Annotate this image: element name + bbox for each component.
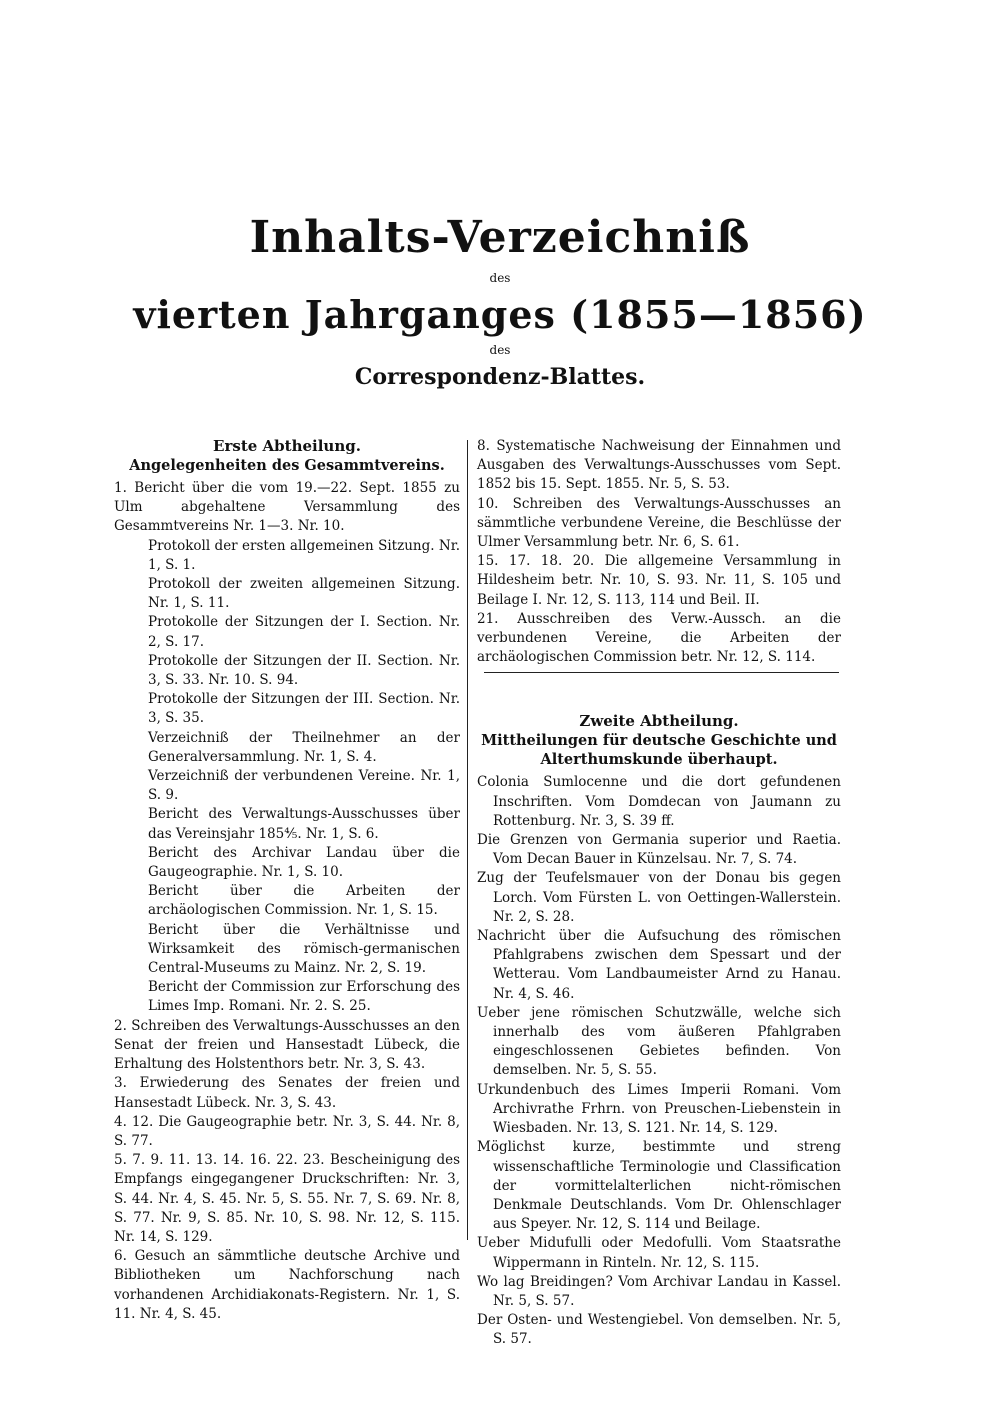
list-item: Die Grenzen von Germania superior und Raetia. Vom Decan Bauer in Künzelsau. Nr. 7, S. 74.: [477, 832, 841, 868]
left-column: [114, 436, 460, 1324]
list-item: Der Osten- und Westengiebel. Von demselben. Nr. 5, S. 57.: [477, 1312, 841, 1348]
list-item: 10. Schreiben des Verwaltungs-Ausschusses an sämmtliche verbundene Vereine, die Beschlüsse der Ulmer Versammlung betr. Nr. 6, S. 61.: [477, 495, 841, 551]
list-item: 21. Ausschreiben des Verw.-Aussch. an die verbundenen Vereine, die Arbeiten der archäologischen Commission betr. Nr. 12, S. 114.: [477, 610, 841, 666]
list-subitem: Bericht über die Arbeiten der archäologischen Commission. Nr. 1, S. 15.: [148, 883, 460, 919]
column-divider: [467, 440, 468, 1240]
list-subitem: Protokoll der zweiten allgemeinen Sitzung. Nr. 1, S. 11.: [148, 576, 460, 612]
section-subheading-2: Mittheilungen für deutsche Geschichte und Alterthumskunde überhaupt.: [481, 732, 837, 769]
section-heading-2: Zweite Abtheilung.: [579, 712, 739, 731]
des-word-1: des: [489, 271, 511, 285]
list-item: 6. Gesuch an sämmtliche deutsche Archive und Bibliotheken um Nachforschung nach vorhandenen Archidiakonats-Registern. Nr. 1, S. 11. Nr. 4, S. 45.: [114, 1248, 460, 1322]
list-subitem: Protokoll der ersten allgemeinen Sitzung. Nr. 1, S. 1.: [148, 537, 460, 573]
list-subitem: Protokolle der Sitzungen der I. Section. Nr. 2, S. 17.: [148, 614, 460, 650]
list-item: Urkundenbuch des Limes Imperii Romani. Vom Archivrathe Frhrn. von Preuschen-Liebenstein in Wiesbaden. Nr. 13, S. 121. Nr. 14, S. 129.: [477, 1081, 841, 1137]
list-item: Ueber Midufulli oder Medofulli. Vom Staatsrathe Wippermann in Rinteln. Nr. 12, S. 115.: [477, 1235, 841, 1271]
list-item: Zug der Teufelsmauer von der Donau bis gegen Lorch. Vom Fürsten L. von Oettingen-Wallerstein. Nr. 2, S. 28.: [477, 870, 841, 925]
list-subitem: Bericht des Archivar Landau über die Gaugeographie. Nr. 1, S. 10.: [148, 844, 460, 881]
list-subitem: Bericht des Verwaltungs-Ausschusses über das Vereinsjahr 185⅘. Nr. 1, S. 6.: [148, 806, 460, 842]
section-subheading-1: Angelegenheiten des Gesammtvereins.: [129, 457, 445, 474]
list-item: 15. 17. 18. 20. Die allgemeine Versammlung in Hildesheim betr. Nr. 10, S. 93. Nr. 11, S. 105 und Beilage I. Nr. 12, S. 113, 114 und Beil. II.: [477, 553, 841, 608]
list-subitem: Bericht über die Verhältnisse und Wirksamkeit des römisch-germanischen Central-Museums zu Mainz. Nr. 2, S. 19.: [148, 921, 460, 977]
des-word-2: des: [489, 343, 511, 357]
list-item: Wo lag Breidingen? Vom Archivar Landau in Kassel. Nr. 5, S. 57.: [477, 1273, 841, 1309]
list-item: 3. Erwiederung des Senates der freien und Hansestadt Lübeck. Nr. 3, S. 43.: [114, 1075, 460, 1111]
list-subitem: Verzeichniß der Theilnehmer an der Generalversammlung. Nr. 1, S. 4.: [148, 729, 460, 765]
right-column: [477, 437, 841, 1350]
document-title: Inhalts-Verzeichniß: [249, 212, 751, 263]
list-subitem: Bericht der Commission zur Erforschung des Limes Imp. Romani. Nr. 2. S. 25.: [148, 979, 460, 1015]
list-item: Ueber jene römischen Schutzwälle, welche sich innerhalb des vom äußeren Pfahlgraben eingeschlossenen Gebietes befinden. Von demselben. Nr. 5, S. 55.: [477, 1004, 841, 1079]
document-subtitle: vierten Jahrganges (1855—1856): [133, 292, 867, 337]
document-third-title: Correspondenz-Blattes.: [354, 364, 646, 390]
list-item: 5. 7. 9. 11. 13. 14. 16. 22. 23. Bescheinigung des Empfangs eingegangener Druckschriften: Nr. 3, S. 44. Nr. 4, S. 45. Nr. 5, S. 55. Nr. 7, S. 69. Nr. 8, S. 77. Nr. 9, S. 85. Nr. 10, S. 98. Nr. 12, S. 115. Nr. 14, S. 129.: [114, 1152, 460, 1245]
list-item: 1. Bericht über die vom 19.—22. Sept. 1855 zu Ulm abgehaltene Versammlung des Gesammtvereins Nr. 1—3. Nr. 10.: [114, 480, 460, 535]
list-item: Colonia Sumlocenne und die dort gefundenen Inschriften. Vom Domdecan von Jaumann zu Rottenburg. Nr. 3, S. 39 ff.: [477, 774, 841, 829]
list-item: 4. 12. Die Gaugeographie betr. Nr. 3, S. 44. Nr. 8, S. 77.: [114, 1113, 460, 1149]
list-subitem: Verzeichniß der verbundenen Vereine. Nr. 1, S. 9.: [148, 768, 460, 804]
list-item: 8. Systematische Nachweisung der Einnahmen und Ausgaben des Verwaltungs-Ausschusses vom Sept. 1852 bis 15. Sept. 1855. Nr. 5, S. 53.: [477, 438, 841, 493]
section-heading-1: Erste Abtheilung.: [213, 437, 361, 455]
list-item: Möglichst kurze, bestimmte und streng wissenschaftliche Terminologie und Classification der vormittelalterlichen nicht-römischen Denkmale Deutschlands. Vom Dr. Ohlenschlager aus Speyer. Nr. 12, S. 114 und Beilage.: [477, 1139, 841, 1233]
list-item: Nachricht über die Aufsuchung des römischen Pfahlgrabens zwischen dem Spessart und der Wetterau. Vom Landbaumeister Arnd zu Hanau. Nr. 4, S. 46.: [477, 928, 841, 1002]
list-item: 2. Schreiben des Verwaltungs-Ausschusses an den Senat der freien und Hansestadt Lübeck, die Erhaltung des Holstenthors betr. Nr. 3, S. 43.: [114, 1017, 460, 1073]
list-subitem: Protokolle der Sitzungen der II. Section. Nr. 3, S. 33. Nr. 10. S. 94.: [148, 652, 460, 689]
list-subitem: Protokolle der Sitzungen der III. Section. Nr. 3, S. 35.: [148, 691, 460, 727]
